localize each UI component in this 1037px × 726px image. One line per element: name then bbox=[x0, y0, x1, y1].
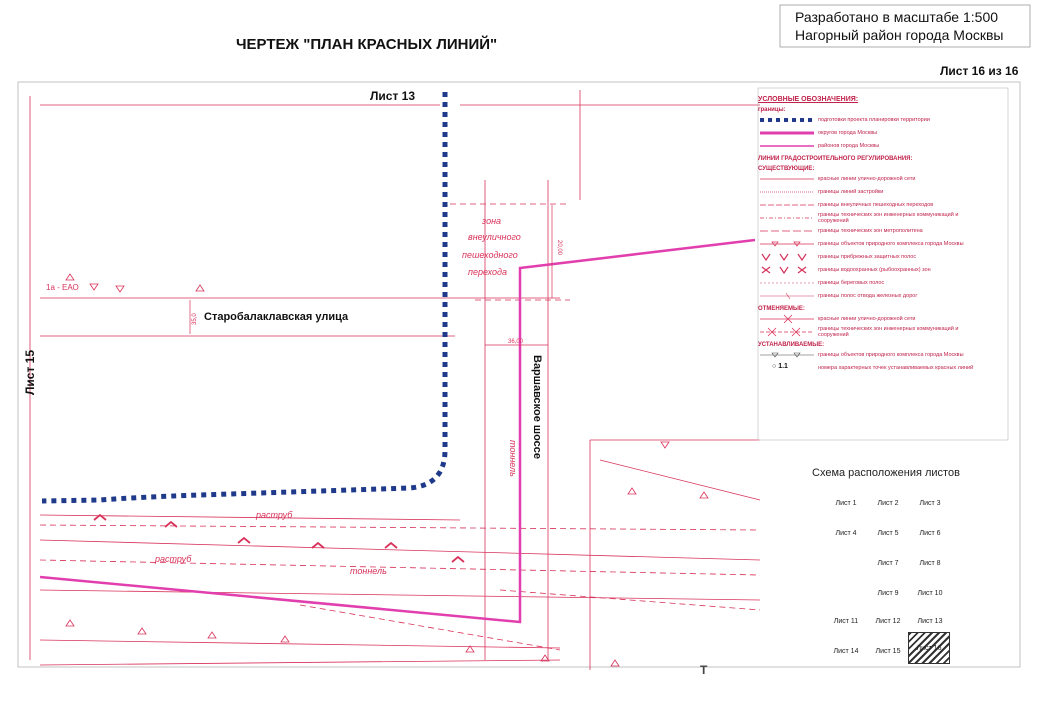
legend-text: границы береговых полос bbox=[818, 279, 885, 286]
scale-line: Разработано в масштабе 1:500 bbox=[795, 9, 999, 25]
legend-regulation-heading: ЛИНИИ ГРАДОСТРОИТЕЛЬНОГО РЕГУЛИРОВАНИЯ: bbox=[758, 156, 913, 162]
legend-text: границы линий застройки bbox=[818, 188, 884, 195]
scheme-sheet-2: Лист 2 bbox=[877, 499, 899, 507]
legend-text: границы объектов природного комплекса города Москвы bbox=[818, 351, 964, 358]
handwritten-label-3: тоннель bbox=[350, 566, 387, 576]
scheme-sheet-14: Лист 14 bbox=[833, 647, 859, 655]
legend-text: подготовки проекта планировки территории bbox=[818, 116, 930, 123]
legend-text: границы объектов природного комплекса города Москвы bbox=[818, 240, 964, 247]
legend-symbol bbox=[758, 252, 818, 262]
legend-point-symbol bbox=[758, 363, 818, 373]
legend-symbol bbox=[758, 265, 818, 275]
legend-symbol bbox=[758, 226, 818, 236]
legend-symbol bbox=[758, 187, 818, 197]
district-boundary bbox=[40, 240, 755, 622]
zone-text bbox=[462, 216, 521, 277]
handwritten-label-2: раструб bbox=[155, 554, 192, 564]
legend bbox=[758, 96, 988, 374]
legend-established-heading: УСТАНАВЛИВАЕМЫЕ: bbox=[758, 342, 825, 348]
scheme-sheet-11: Лист 11 bbox=[833, 617, 859, 625]
red-lines bbox=[30, 90, 760, 670]
legend-text: районов города Москвы bbox=[818, 142, 880, 149]
stamp-frame bbox=[780, 5, 1030, 47]
legend-symbol bbox=[758, 314, 818, 324]
legend-symbol bbox=[758, 327, 818, 337]
bottom-fragment-text: Т bbox=[700, 663, 708, 677]
legend-text: границы технических зон инженерных коммуникаций и сооружений bbox=[818, 325, 959, 338]
scheme-sheet-6: Лист 6 bbox=[919, 529, 941, 537]
dimension-3: 36,00 bbox=[508, 339, 524, 345]
legend-row bbox=[758, 211, 988, 224]
zone-text-line-1: зона bbox=[482, 216, 502, 226]
legend-row bbox=[758, 250, 988, 263]
legend-symbol-project bbox=[758, 115, 818, 125]
code-label: 1а - ЕАО bbox=[46, 283, 79, 292]
legend-row bbox=[758, 185, 988, 198]
scheme-sheet-9: Лист 9 bbox=[877, 589, 899, 597]
street-label-varshavskoe: Варшавское шоссе bbox=[531, 355, 543, 460]
legend-row bbox=[758, 348, 988, 361]
legend-row bbox=[758, 263, 988, 276]
legend-row bbox=[758, 172, 988, 185]
legend-text: границы прибрежных защитных полос bbox=[818, 253, 917, 260]
legend-row bbox=[758, 237, 988, 250]
legend-row bbox=[758, 289, 988, 302]
scheme-sheet-3: Лист 3 bbox=[919, 499, 941, 507]
legend-symbol-okrug bbox=[758, 128, 818, 138]
point-circle-icon: ○ bbox=[772, 362, 779, 370]
legend-row bbox=[758, 361, 988, 374]
legend-cancelled-heading: ОТМЕНЯЕМЫЕ: bbox=[758, 306, 805, 312]
legend-symbol bbox=[758, 174, 818, 184]
handwritten-label-1: раструб bbox=[256, 510, 293, 520]
drawing-title: ЧЕРТЕЖ "ПЛАН КРАСНЫХ ЛИНИЙ" bbox=[236, 36, 498, 53]
legend-row bbox=[758, 312, 988, 325]
scheme-sheet-5: Лист 5 bbox=[877, 529, 899, 537]
legend-heading: УСЛОВНЫЕ ОБОЗНАЧЕНИЯ: bbox=[758, 96, 859, 103]
scheme-sheet-12: Лист 12 bbox=[875, 617, 901, 625]
legend-row bbox=[758, 139, 988, 152]
legend-existing-heading: СУЩЕСТВУЮЩИЕ: bbox=[758, 166, 815, 172]
dimension-1: 35,0 bbox=[192, 313, 198, 325]
legend-text: красные линии улично-дорожной сети bbox=[818, 315, 916, 322]
legend-text: границы технических зон метрополитена bbox=[818, 227, 923, 234]
legend-boundaries-heading: границы: bbox=[758, 107, 786, 113]
legend-symbol-district bbox=[758, 141, 818, 151]
zone-text-line-3: пешеходного bbox=[462, 250, 518, 260]
legend-symbol bbox=[758, 200, 818, 210]
legend-row bbox=[758, 126, 988, 139]
sheet-top-label: Лист 13 bbox=[370, 89, 416, 103]
legend-row bbox=[758, 325, 988, 338]
legend-symbol bbox=[758, 350, 818, 360]
legend-symbol bbox=[758, 239, 818, 249]
legend-point-label: 1.1 bbox=[778, 362, 788, 370]
scheme-sheet-15: Лист 15 bbox=[875, 647, 901, 655]
district-line: Нагорный район города Москвы bbox=[795, 27, 1004, 43]
triangle-markers bbox=[66, 274, 708, 666]
zone-text-line-4: перехода bbox=[468, 267, 507, 277]
street-label-starobalaklavskaya: Старобалаклавская улица bbox=[204, 311, 349, 323]
legend-row bbox=[758, 224, 988, 237]
chevron-markers bbox=[94, 515, 464, 562]
legend-text: номера характерных точек устанавливаемых красных линий bbox=[818, 364, 974, 371]
legend-text: границы полос отвода железных дорог bbox=[818, 292, 918, 299]
scheme-title: Схема расположения листов bbox=[812, 467, 960, 479]
scheme-sheet-1: Лист 1 bbox=[835, 499, 857, 507]
legend-text: границы технических зон инженерных коммуникаций и сооружений bbox=[818, 211, 959, 224]
scheme-sheet-10: Лист 10 bbox=[917, 589, 943, 597]
legend-symbol bbox=[758, 278, 818, 288]
legend-text: границы внеуличных пешеходных переходов bbox=[818, 201, 934, 208]
sheet-number: Лист 16 из 16 bbox=[940, 64, 1019, 78]
scheme-sheet-8: Лист 8 bbox=[919, 559, 941, 567]
legend-row bbox=[758, 113, 988, 126]
legend-symbol bbox=[758, 213, 818, 223]
scheme-sheet-16: Лист 16 bbox=[908, 632, 950, 664]
dashed-red-lines bbox=[40, 204, 760, 650]
scheme-sheet-13: Лист 13 bbox=[917, 617, 943, 625]
handwritten-label-4: тоннель bbox=[508, 440, 518, 477]
sheet-left-label: Лист 15 bbox=[23, 349, 37, 395]
scheme-sheet-7: Лист 7 bbox=[877, 559, 899, 567]
legend-text: границы водоохранных (рыбоохранных) зон bbox=[818, 266, 931, 273]
legend-text: округов города Москвы bbox=[818, 129, 878, 136]
legend-row bbox=[758, 276, 988, 289]
dimension-2: 20,00 bbox=[556, 240, 562, 256]
legend-row bbox=[758, 198, 988, 211]
zone-text-line-2: внеуличного bbox=[468, 232, 521, 242]
scheme-sheet-4: Лист 4 bbox=[835, 529, 857, 537]
project-boundary bbox=[42, 92, 445, 501]
legend-text: красные линии улично-дорожной сети bbox=[818, 175, 916, 182]
legend-symbol bbox=[758, 291, 818, 301]
